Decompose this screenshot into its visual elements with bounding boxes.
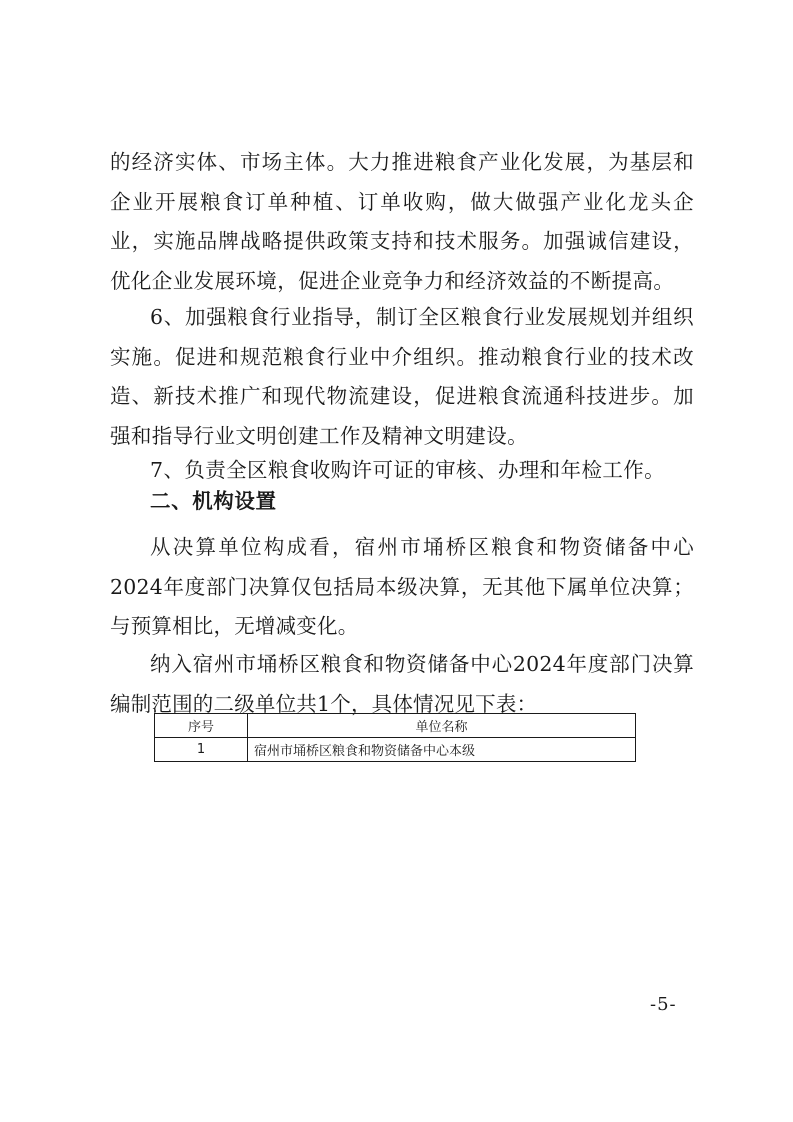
paragraph-unit-composition: 从决算单位构成看，宿州市埇桥区粮食和物资储备中心2024年度部门决算仅包括局本级决算，无其他下属单位决算；与预算相比，无增减变化。 (110, 535, 694, 638)
column-header-unit-name: 单位名称 (248, 714, 636, 738)
paragraph-enterprise-development: 的经济实体、市场主体。大力推进粮食产业化发展，为基层和企业开展粮食订单种植、订单收购，做大做强产业化龙头企业，实施品牌战略提供政策支持和技术服务。加强诚信建设，优化企业发展环境，促进企业竞争力和经济效益的不断提高。 (110, 150, 694, 293)
table-header-row (155, 714, 636, 738)
units-table (154, 713, 636, 762)
paragraph-purchase-license: 7、负责全区粮食收购许可证的审核、办理和年检工作。 (150, 458, 666, 482)
table-cell-serial: 1 (155, 738, 248, 762)
table-cell-unit-name: 宿州市埇桥区粮食和物资储备中心本级 (248, 738, 636, 762)
page-number: -5- (650, 994, 677, 1015)
paragraph-scope-units: 纳入宿州市埇桥区粮食和物资储备中心2024年度部门决算编制范围的二级单位共1个，具体情况见下表： (110, 652, 694, 716)
section-heading-organization: 二、机构设置 (150, 489, 277, 513)
table-row (155, 738, 636, 762)
paragraph-industry-guidance: 6、加强粮食行业指导，制订全区粮食行业发展规划并组织实施。促进和规范粮食行业中介组织。推动粮食行业的技术改造、新技术推广和现代物流建设，促进粮食流通科技进步。加强和指导行业文明创建工作及精神文明建设。 (110, 305, 694, 448)
column-header-serial: 序号 (155, 714, 248, 738)
